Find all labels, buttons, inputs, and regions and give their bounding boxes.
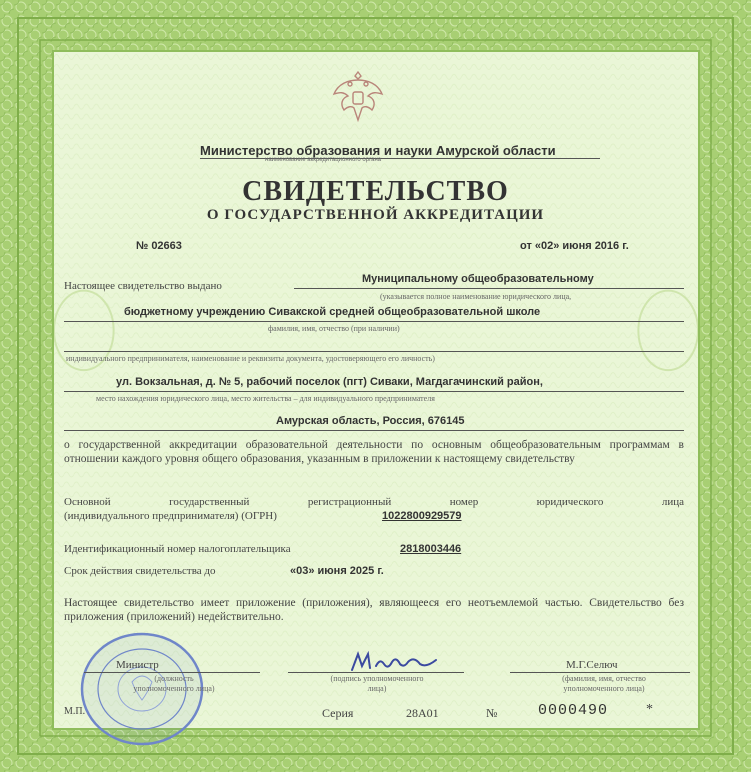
inn-label: Идентификационный номер налогоплательщика [64,543,291,555]
name-hint: (фамилия, имя, отчество уполномоченного лица) [562,674,646,693]
line-signature [288,672,464,673]
signatory-name: М.Г.Селюч [566,659,618,671]
ogrn-line2: (индивидуального предпринимателя) (ОГРН) [64,510,277,522]
blank-number: 0000490 [538,702,609,719]
signatory-position: Министр [116,659,159,671]
document-subtitle: О ГОСУДАРСТВЕННОЙ АККРЕДИТАЦИИ [206,207,545,223]
line-position [84,672,260,673]
address-line2: Амурская область, Россия, 676145 [276,415,465,427]
line-address-1 [64,391,684,392]
issued-to-line2: бюджетному учреждению Сивакской средней общеобразовательной школе [124,306,541,318]
mp-mark: М.П. [64,706,86,717]
ogrn-value: 1022800929579 [382,510,462,522]
validity-label: Срок действия свидетельства до [64,565,216,577]
handwritten-signature [348,650,440,674]
issued-to-hint2: фамилия, имя, отчество (при наличии) [268,324,400,333]
address-hint: место нахождения юридического лица, место жительства – для индивидуального предпринимателя [96,394,435,403]
validity-value: «03» июня 2025 г. [290,565,384,577]
position-hint: (должность уполномоченного лица) [133,674,215,693]
issued-to-line1: Муниципальному общеобразовательному [362,273,594,285]
line-issued-1 [294,288,684,289]
number-label: № [486,706,498,720]
ministry-hint: наименование аккредитационного органа [265,157,382,163]
issued-to-hint1: (указывается полное наименование юридического лица, [380,292,572,301]
line-address-2 [64,430,684,431]
double-eagle-emblem-icon [328,66,388,126]
signature-hint: (подпись уполномоченного лица) [330,674,424,693]
accreditation-text: о государственной аккредитации образовательной деятельности по основным общеобразовательным программам в отношении каждого уровня общего образования, указанным в приложении к настоящему свидетельству [64,439,684,465]
line-name [510,672,690,673]
star-mark: * [646,702,653,717]
appendix-text: Настоящее свидетельство имеет приложение (приложения), являющееся его неотъемлемой частью. Свидетельство без приложения (приложений) недействительно. [64,597,684,623]
certificate-number: № 02663 [136,240,182,252]
issued-to-hint3: индивидуального предпринимателя, наименование и реквизиты документа, удостоверяющего его личность) [66,354,435,363]
line-issued-2 [64,321,684,322]
ministry-name: Министерство образования и науки Амурской области [200,143,556,158]
issue-date: от «02» июня 2016 г. [520,240,629,252]
ogrn-line1: Основной государственный регистрационный номер юридического лица [64,496,684,508]
inn-value: 2818003446 [400,543,462,555]
series-label: Серия [322,706,354,720]
document-title: СВИДЕТЕЛЬСТВО [242,176,509,207]
line-issued-3 [64,351,684,352]
address-line1: ул. Вокзальная, д. № 5, рабочий поселок (пгт) Сиваки, Магдагачинский район, [116,376,543,388]
ministry-underline [200,158,600,159]
issued-to-label: Настоящее свидетельство выдано [64,280,222,292]
series-value: 28А01 [406,706,439,720]
